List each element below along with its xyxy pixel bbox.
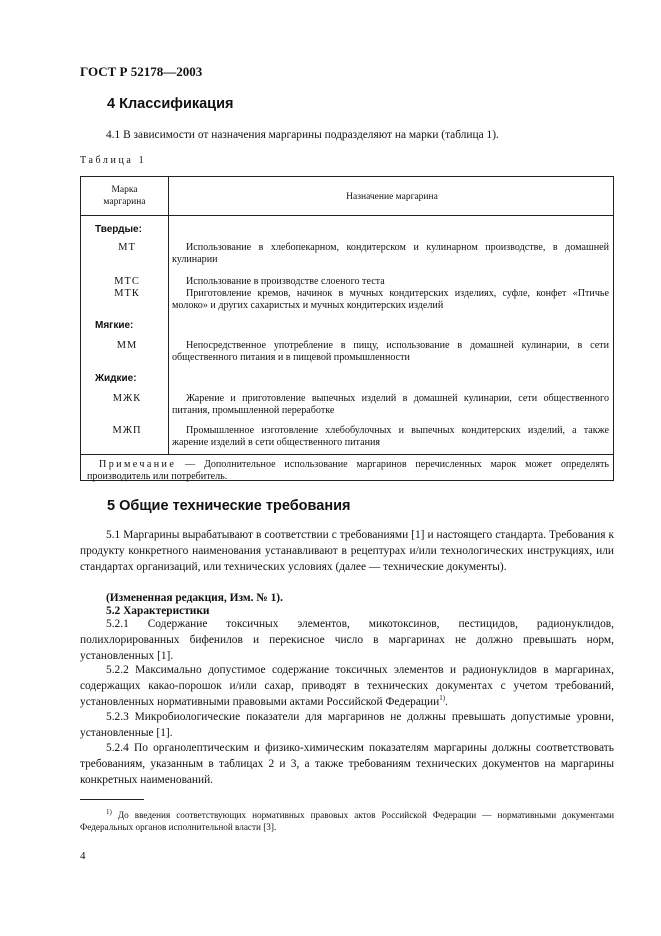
paragraph-5-2-2: 5.2.2 Максимально допустимое содержание токсичных элементов и радионуклидов в маргаринах, содержащих какао-порошок и/или сахар, приводят в технических документах с учетом требований, установленных нормативными правовыми актами Российской Федерации$^{1)}$. [80, 664, 614, 708]
grade-purpose: Приготовление кремов, начинок в мучных кондитерских изделиях, суфле, конфет «Птичье молоко» и других сахаристых и мучных кондитерских изделий [172, 288, 609, 311]
paragraph-5-2-4: 5.2.4 По органолептическим и физико-химическим показателям маргарины должны соответствовать требованиям, указанным в таблицах 2 и 3, а также требованиям технических документов на маргарины конкретных наименований. [80, 742, 614, 786]
table-note: Примечание — Дополнительное использование маргаринов перечисленных марок может определять производитель или потребитель. [87, 459, 609, 483]
group-hard: Твердые: [95, 224, 142, 235]
grade-purpose: Промышленное изготовление хлебобулочных и выпечных кондитерских изделий, а также жарение изделий в сети общественного питания [172, 425, 609, 448]
paragraph-5-2-1: 5.2.1 Содержание токсичных элементов, микотоксинов, пестицидов, радионуклидов, полихлорированных бифенилов и перекисное число в маргаринах не должно превышать норм, установленных [1]. [80, 618, 614, 662]
paragraph-5-1: 5.1 Маргарины вырабатывают в соответствии с требованиями [1] и настоящего стандарта. Требования к продукту конкретного наименования устанавливают в рецептурах и/или технологических инструкциях, или стандартах организаций, или технических условиях (далее — технические документы). [80, 529, 614, 573]
grade-purpose: Использование в производстве слоеного теста [186, 276, 385, 287]
grade-purpose: Жарение и приготовление выпечных изделий в домашней кулинарии, сети общественного питания, промышленной переработке [172, 393, 609, 416]
classification-table [80, 176, 614, 481]
paragraph-5-2-3: 5.2.3 Микробиологические показатели для маргаринов не должны превышать допустимые уровни, установленные [1]. [80, 711, 614, 739]
grade-code: ММ [116, 340, 138, 351]
table-header-grade: Марка маргарина [103, 185, 146, 207]
table-caption: Таблица 1 [80, 155, 147, 166]
footnote-separator [80, 799, 144, 800]
table-header-purpose: Назначение маргарина [346, 192, 438, 202]
grade-code: МЖК [112, 393, 142, 404]
amendment-note: (Измененная редакция, Изм. № 1). [106, 592, 283, 604]
paragraph-4-1: 4.1 В зависимости от назначения маргарины подразделяют на марки (таблица 1). [106, 129, 499, 141]
page-number: 4 [80, 850, 86, 862]
group-soft: Мягкие: [95, 320, 134, 331]
grade-code: МЖП [112, 425, 142, 436]
section-4-title: 4 Классификация [107, 96, 234, 112]
grade-code: МТ [118, 242, 136, 253]
grade-code: МТС [114, 276, 140, 287]
footnote: $^{1)}$ До введения соответствующих нормативных правовых актов Российской Федерации — нормативными документами Федеральных органов исполнительной власти [3]. [80, 807, 614, 833]
group-liquid: Жидкие: [95, 373, 137, 384]
grade-purpose: Непосредственное употребление в пищу, использование в домашней кулинарии, в сети общественного питания и в пищевой промышленности [172, 340, 609, 363]
grade-purpose: Использование в хлебопекарном, кондитерском и кулинарном производстве, в домашней кулинарии [172, 242, 609, 265]
section-5-title: 5 Общие технические требования [107, 498, 351, 514]
document-header: ГОСТ Р 52178—2003 [80, 64, 203, 79]
subsection-5-2-title: 5.2 Характеристики [106, 605, 210, 617]
grade-code: МТК [114, 288, 140, 299]
